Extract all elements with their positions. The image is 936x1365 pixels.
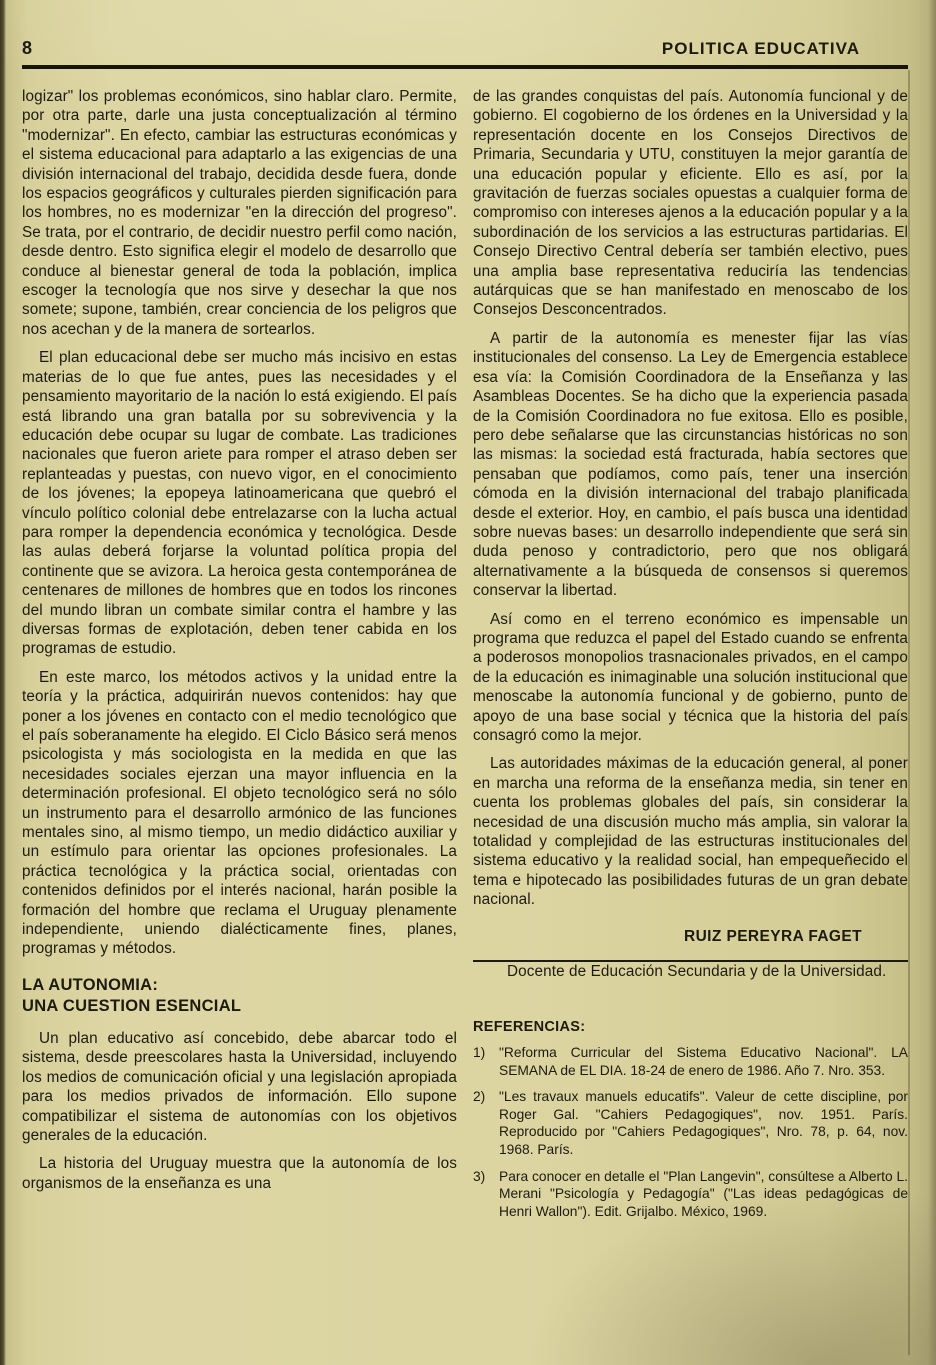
paragraph: logizar" los problemas económicos, sino hablar claro. Permite, por otra parte, darle una justa conceptualización al término "modernizar". En efecto, cambiar las estructuras económicas y el sistema educacional para adaptarlo a las exigencias de una división internacional del trabajo, decidida desde fuera, donde los espacios geográficos y culturales pierden significación para los hombres, no es modernizar "en la dirección del progreso". Se trata, por el contrario, de decidir nuestro perfil como nación, desde dentro. Esto significa elegir el modelo de desarrollo que conduce al bienestar general de toda la población, implica escoger la tecnología que nos sirve y desechar la que nos somete; supone, también, crear conciencia de los peligros que nos acechan y de la manera de sortearlos. bbox=[22, 88, 457, 338]
page-content bbox=[22, 0, 908, 1220]
reference-number: 3) bbox=[473, 1168, 486, 1184]
left-column bbox=[22, 87, 457, 1220]
right-column bbox=[473, 87, 908, 1220]
scan-edge-left bbox=[0, 0, 6, 1365]
reference-item bbox=[473, 1088, 908, 1158]
reference-text: "Les travaux manuels educatifs". Valeur de cette discipline, por Roger Gal. "Cahiers Pedagogiques", nov. 1951. París. Reproducido por "Cahiers Pedagogiques", Nro. 78, p. 64, nov. 1968. París. bbox=[499, 1089, 908, 1158]
header-rule bbox=[22, 65, 908, 69]
paragraph: La historia del Uruguay muestra que la autonomía de los organismos de la enseñanza es una bbox=[22, 1155, 457, 1192]
page-title: POLITICA EDUCATIVA bbox=[661, 39, 860, 58]
paragraph: En este marco, los métodos activos y la unidad entre la teoría y la práctica, adquirirán nuevos contenidos: hay que poner a los jóvenes en contacto con el medio tecnológico que el país soberanamente ha elegido. El Ciclo Básico será menos psicologista y más sociologista en la medida en que las necesidades sociales ejerzan una mayor influencia en la determinación profesional. El objeto tecnológico será no sólo un instrumento para el desarrollo armónico de las funciones mentales sino, al mismo tiempo, un medio didáctico auxiliar y un estímulo para orientar las opciones profesionales. La práctica tecnológica y la práctica social, orientadas con contenidos definidos por el interés nacional, harán posible la formación del hombre que reclama el Uruguay plenamente independiente, uniendo dialécticamente fines, planes, programas y métodos. bbox=[22, 668, 457, 958]
reference-item bbox=[473, 1168, 908, 1221]
paragraph: Las autoridades máximas de la educación general, al poner en marcha una reforma de la enseñanza media, sin tener en cuenta los problemas globales del país, sin considerar la necesidad de una discusión mucho más amplia, sin valorar la totalidad y complejidad de las estructuras institucionales del sistema educativo y la realidad social, han empequeñecido el tema e hipotecado las posibilidades futuras de un gran debate nacional. bbox=[473, 755, 908, 909]
paragraph: El plan educacional debe ser mucho más incisivo en estas materias de lo que fue antes, pues las necesidades y el pensamiento mayoritario de la nación lo está exigiendo. El país está librando una gran batalla por su sobrevivencia y la educación debe ocupar su lugar de combate. Las tradiciones nacionales que fueron ariete para romper el atraso deben ser replanteadas y puestas, con nuevo vigor, en el conocimiento de los jóvenes; la epopeya latinoamericana que quebró el vínculo político colonial debe entrelazarse con la lucha actual para romper la dependencia económica y tecnológica. Desde las aulas deberá forjarse la voluntad política propia del continente que se avizora. La heroica gesta contemporánea de centenares de millones de hombres que en todos los rincones del mundo libran un combate similar contra el hambre y las diversas formas de explotación, deben tener cabida en los programas de estudio. bbox=[22, 349, 457, 658]
section-heading-line-2: UNA CUESTION ESENCIAL bbox=[22, 996, 242, 1015]
author-signature: RUIZ PEREYRA FAGET bbox=[683, 927, 862, 945]
reference-item bbox=[473, 1044, 908, 1079]
page-number: 8 bbox=[22, 38, 33, 58]
reference-number: 1) bbox=[473, 1045, 486, 1061]
reference-number: 2) bbox=[473, 1089, 486, 1105]
section-heading-line-1: LA AUTONOMIA: bbox=[22, 975, 159, 994]
section-heading bbox=[22, 975, 457, 1017]
author-byline: Docente de Educación Secundaria y de la Universidad. bbox=[507, 962, 887, 980]
two-column-body bbox=[22, 87, 908, 1220]
page-header bbox=[22, 0, 908, 59]
paragraph: Así como en el terreno económico es impensable un programa que reduzca el papel del Estado cuando se enfrenta a poderosos monopolios trasnacionales privados, en el campo de la educación es inimaginable una solución institucional que menoscabe la autonomía funcional y de gobierno, punto de apoyo de una base social y técnica que la historia del país consagró como la mejor. bbox=[473, 610, 908, 744]
scan-edge-right bbox=[928, 0, 936, 1365]
references-title: REFERENCIAS: bbox=[473, 1019, 586, 1036]
paragraph: de las grandes conquistas del país. Autonomía funcional y de gobierno. El cogobierno de los órdenes en la Universidad y la representación docente en los Consejos Directivos de Primaria, Secundaria y UTU, constituyen la mejor garantía de una educación popular y eficiente. Ello es así, por la gravitación de fuerzas sociales opuestas a cualquier forma de compromiso con intereses ajenos a la educación popular y a la subordinación de los servicios a las estructuras partidarias. El Consejo Directivo Central debería ser también electivo, pues una amplia base representativa reduciría las tendencias autárquicas que se han manifestado en menoscabo de los Consejos Desconcentrados. bbox=[473, 88, 908, 319]
scan-right-gutter-line bbox=[908, 70, 910, 1355]
reference-text: "Reforma Curricular del Sistema Educativo Nacional". LA SEMANA de EL DIA. 18-24 de enero de 1986. Año 7. Nro. 353. bbox=[499, 1045, 908, 1078]
paragraph: A partir de la autonomía es menester fijar las vías institucionales del consenso. La Ley de Emergencia establece esa vía: la Comisión Coordinadora de la Enseñanza y las Asambleas Docentes. Se ha dicho que la experiencia pasada de la Comisión Coordinadora no fue exitosa. Ello es posible, pero debe señalarse que las circunstancias históricas no son las mismas: la sociedad está fracturada, había sectores que pensaban que podíamos, como país, tener una inserción cómoda en la división internacional del trabajo planificada desde el exterior. Hoy, en cambio, el país busca una identidad sobre nuevas bases: un desarrollo independiente que será sin duda penoso y contradictorio, pero que nos obligará alternativamente a la búsqueda de consensos si queremos conservar la libertad. bbox=[473, 329, 908, 600]
reference-text: Para conocer en detalle el "Plan Langevin", consúltese a Alberto L. Merani "Psicología y Pedagogía" ("Las ideas pedagógicas de Henri Wallon"). Edit. Grijalbo. México, 1969. bbox=[499, 1168, 908, 1219]
paragraph: Un plan educativo así concebido, debe abarcar todo el sistema, desde preescolares hasta la Universidad, incluyendo los medios de comunicación oficial y una legislación apropiada para los medios privados de información. Ello supone compatibilizar el sistema de autonomías con los objetivos generales de la educación. bbox=[22, 1029, 457, 1144]
